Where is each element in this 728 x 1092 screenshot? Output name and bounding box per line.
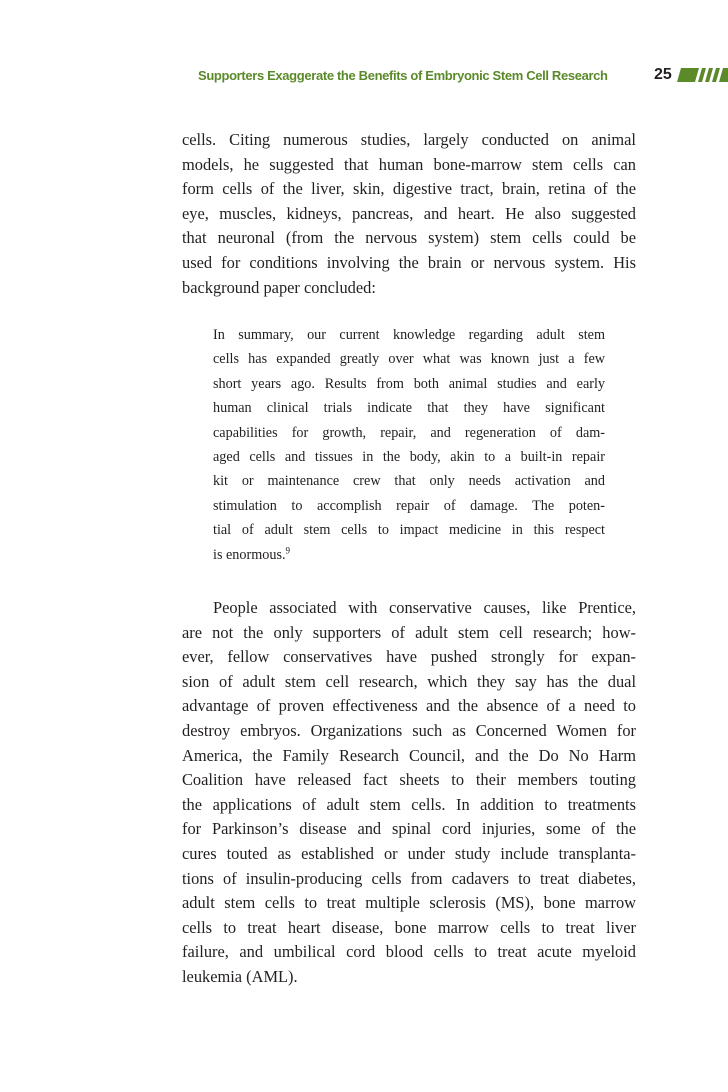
quote-final-text: is enormous. (213, 546, 286, 563)
text-line: People associated with conservative causes, like Prentice, (213, 598, 636, 617)
page-number: 25 (654, 66, 672, 83)
text-line: failure, and umbilical cord blood cells to treat acute myeloid (182, 942, 636, 962)
text-line: the applications of adult stem cells. In addition to treatments (182, 794, 636, 814)
text-line: are not the only supporters of adult stem cell research; how- (182, 622, 636, 642)
text-line: sion of adult stem cell research, which they say has the dual (182, 671, 636, 691)
quote-line: human clinical trials indicate that they have significant (213, 400, 605, 417)
text-line: destroy embryos. Organizations such as Concerned Women for (182, 720, 636, 740)
text-line: tions of insulin-producing cells from cadavers to treat diabetes, (182, 868, 636, 888)
quote-line: aged cells and tissues in the body, akin to a built-in repair (213, 448, 605, 465)
text-line: cures touted as established or under study include transplanta- (182, 843, 636, 863)
text-line: background paper concluded: (182, 277, 376, 297)
quote-line: cells has expanded greatly over what was known just a few (213, 351, 605, 368)
text-line: used for conditions involving the brain or nervous system. His (182, 252, 636, 272)
text-line: models, he suggested that human bone-marrow stem cells can (182, 154, 636, 174)
quote-line: tial of adult stem cells to impact medicine in this respect (213, 522, 605, 539)
text-line: advantage of proven effectiveness and the absence of a need to (182, 696, 636, 716)
quote-line: kit or maintenance crew that only needs activation and (213, 473, 605, 490)
text-line: eye, muscles, kidneys, pancreas, and heart. He also suggested (182, 203, 636, 223)
text-line: adult stem cells to treat multiple sclerosis (MS), bone marrow (182, 893, 636, 913)
text-line: ever, fellow conservatives have pushed strongly for expan- (182, 647, 636, 667)
quote-line-last (213, 543, 605, 567)
chapter-tab-stripes-icon (677, 68, 728, 82)
text-line: leukemia (AML). (182, 966, 298, 986)
quote-line: In summary, our current knowledge regarding adult stem (213, 327, 605, 343)
text-line: America, the Family Research Council, and the Do No Harm (182, 745, 636, 765)
text-line: cells to treat heart disease, bone marrow cells to treat liver (182, 917, 636, 937)
text-line: cells. Citing numerous studies, largely conducted on animal (182, 130, 636, 149)
footnote-marker: 9 (285, 544, 291, 555)
quote-line: short years ago. Results from both animal studies and early (213, 375, 605, 392)
paragraph-conservatives (182, 596, 636, 990)
paragraph-continued (182, 128, 636, 300)
text-line: Coalition have released fact sheets to their members touting (182, 770, 636, 790)
quote-line: capabilities for growth, repair, and regeneration of dam- (213, 424, 605, 441)
block-quote (213, 323, 605, 567)
text-line: for Parkinson’s disease and spinal cord injuries, some of the (182, 819, 636, 839)
text-line: form cells of the liver, skin, digestive tract, brain, retina of the (182, 179, 636, 199)
quote-line: stimulation to accomplish repair of damage. The poten- (213, 497, 605, 514)
text-line: that neuronal (from the nervous system) stem cells could be (182, 228, 636, 248)
running-head: Supporters Exaggerate the Benefits of Embryonic Stem Cell Research (198, 68, 608, 83)
